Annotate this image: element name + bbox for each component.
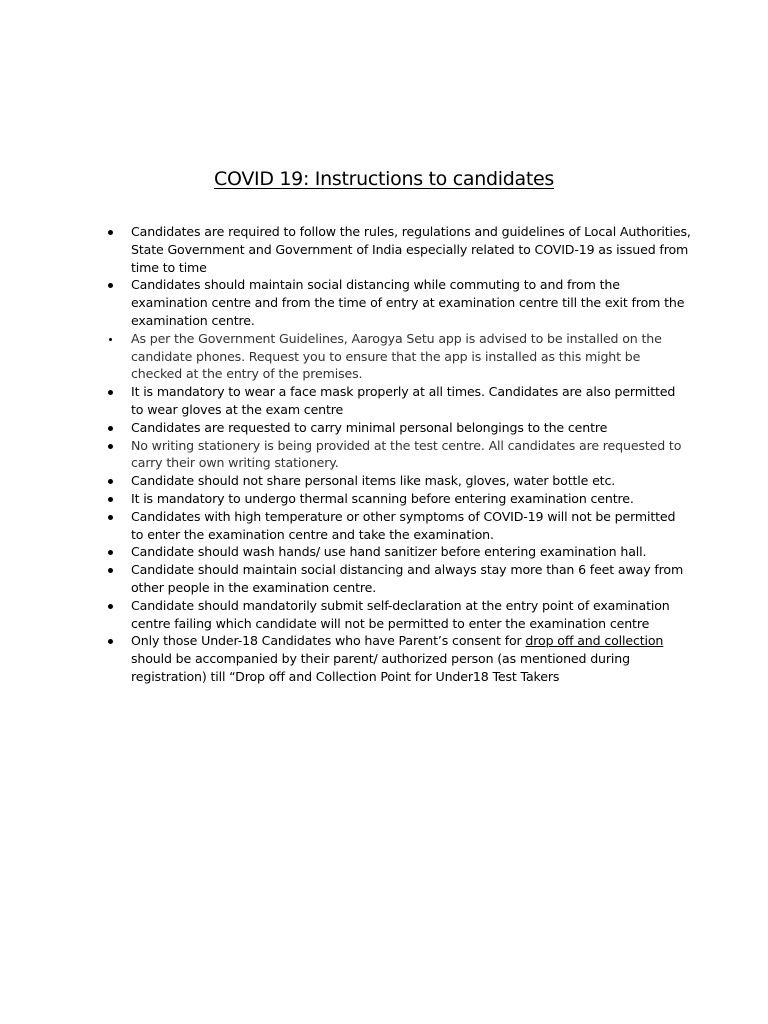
list-item <box>0 561 691 597</box>
list-item-text: Candidate should maintain social distancing and always stay more than 6 feet away from other people in the examination centre. <box>131 562 684 595</box>
list-item <box>0 330 691 383</box>
document-title: COVID 19: Instructions to candidates <box>214 168 554 190</box>
list-item-text: Candidates are requested to carry minimal personal belongings to the centre <box>131 419 608 435</box>
list-item-text: Candidate should wash hands/ use hand sanitizer before entering examination hall. <box>131 544 647 560</box>
list-item <box>0 508 691 544</box>
bullet-icon <box>108 639 113 644</box>
list-item-text: As per the Government Guidelines, Aarogya Setu app is advised to be installed on the candidate phones. Request you to ensure that the app is installed as this might be checked at the entry of the premises. <box>131 330 662 382</box>
list-item-text-before: Only those Under-18 Candidates who have Parent’s consent for <box>131 633 526 649</box>
bullet-icon <box>109 338 112 341</box>
list-item <box>0 383 691 419</box>
list-item-text: No writing stationery is being provided at the test centre. All candidates are requested to carry their own writing stationery. <box>131 437 682 471</box>
list-item-text: Candidates should maintain social distancing while commuting to and from the examination centre and from the time of entry at examination centre till the exit from the examination centre. <box>131 277 685 328</box>
drop-off-collection-link[interactable]: drop off and collection <box>525 633 664 649</box>
list-item <box>0 437 691 473</box>
list-item-text: Candidate should mandatorily submit self-declaration at the entry point of examination centre failing which candidate will not be permitted to enter the examination centre <box>131 597 670 631</box>
list-item-text: Candidates with high temperature or other symptoms of COVID-19 will not be permitted to enter the examination centre and take the examination. <box>131 508 676 542</box>
list-item <box>0 419 691 437</box>
list-item <box>0 490 691 508</box>
bullet-icon <box>108 515 113 520</box>
list-item <box>0 472 691 490</box>
bullet-icon <box>108 390 113 395</box>
bullet-icon <box>108 568 113 573</box>
bullet-icon <box>108 604 113 609</box>
list-item <box>0 543 691 561</box>
list-item-text-after: should be accompanied by their parent/ authorized person (as mentioned during registration) till “Drop off and Collection Point for Under18 Test Takers <box>131 651 630 684</box>
list-item <box>0 276 691 329</box>
list-item-text: It is mandatory to wear a face mask properly at all times. Candidates are also permitted to wear gloves at the exam centre <box>131 384 676 417</box>
bullet-icon <box>108 444 113 449</box>
bullet-icon <box>108 479 113 484</box>
list-item <box>0 597 691 633</box>
instructions-list <box>0 223 768 686</box>
list-item-text: It is mandatory to undergo thermal scanning before entering examination centre. <box>131 490 634 506</box>
list-item-text: Candidate should not share personal items like mask, gloves, water bottle etc. <box>131 473 616 489</box>
bullet-icon <box>108 230 113 235</box>
list-item <box>0 632 691 685</box>
list-item-text: Candidates are required to follow the rules, regulations and guidelines of Local Authorities, State Government and Government of India especially related to COVID-19 as issued from time to time <box>131 224 691 275</box>
bullet-icon <box>108 283 113 288</box>
bullet-icon <box>108 550 113 555</box>
list-item <box>0 223 691 276</box>
bullet-icon <box>108 426 113 431</box>
bullet-icon <box>108 497 113 502</box>
